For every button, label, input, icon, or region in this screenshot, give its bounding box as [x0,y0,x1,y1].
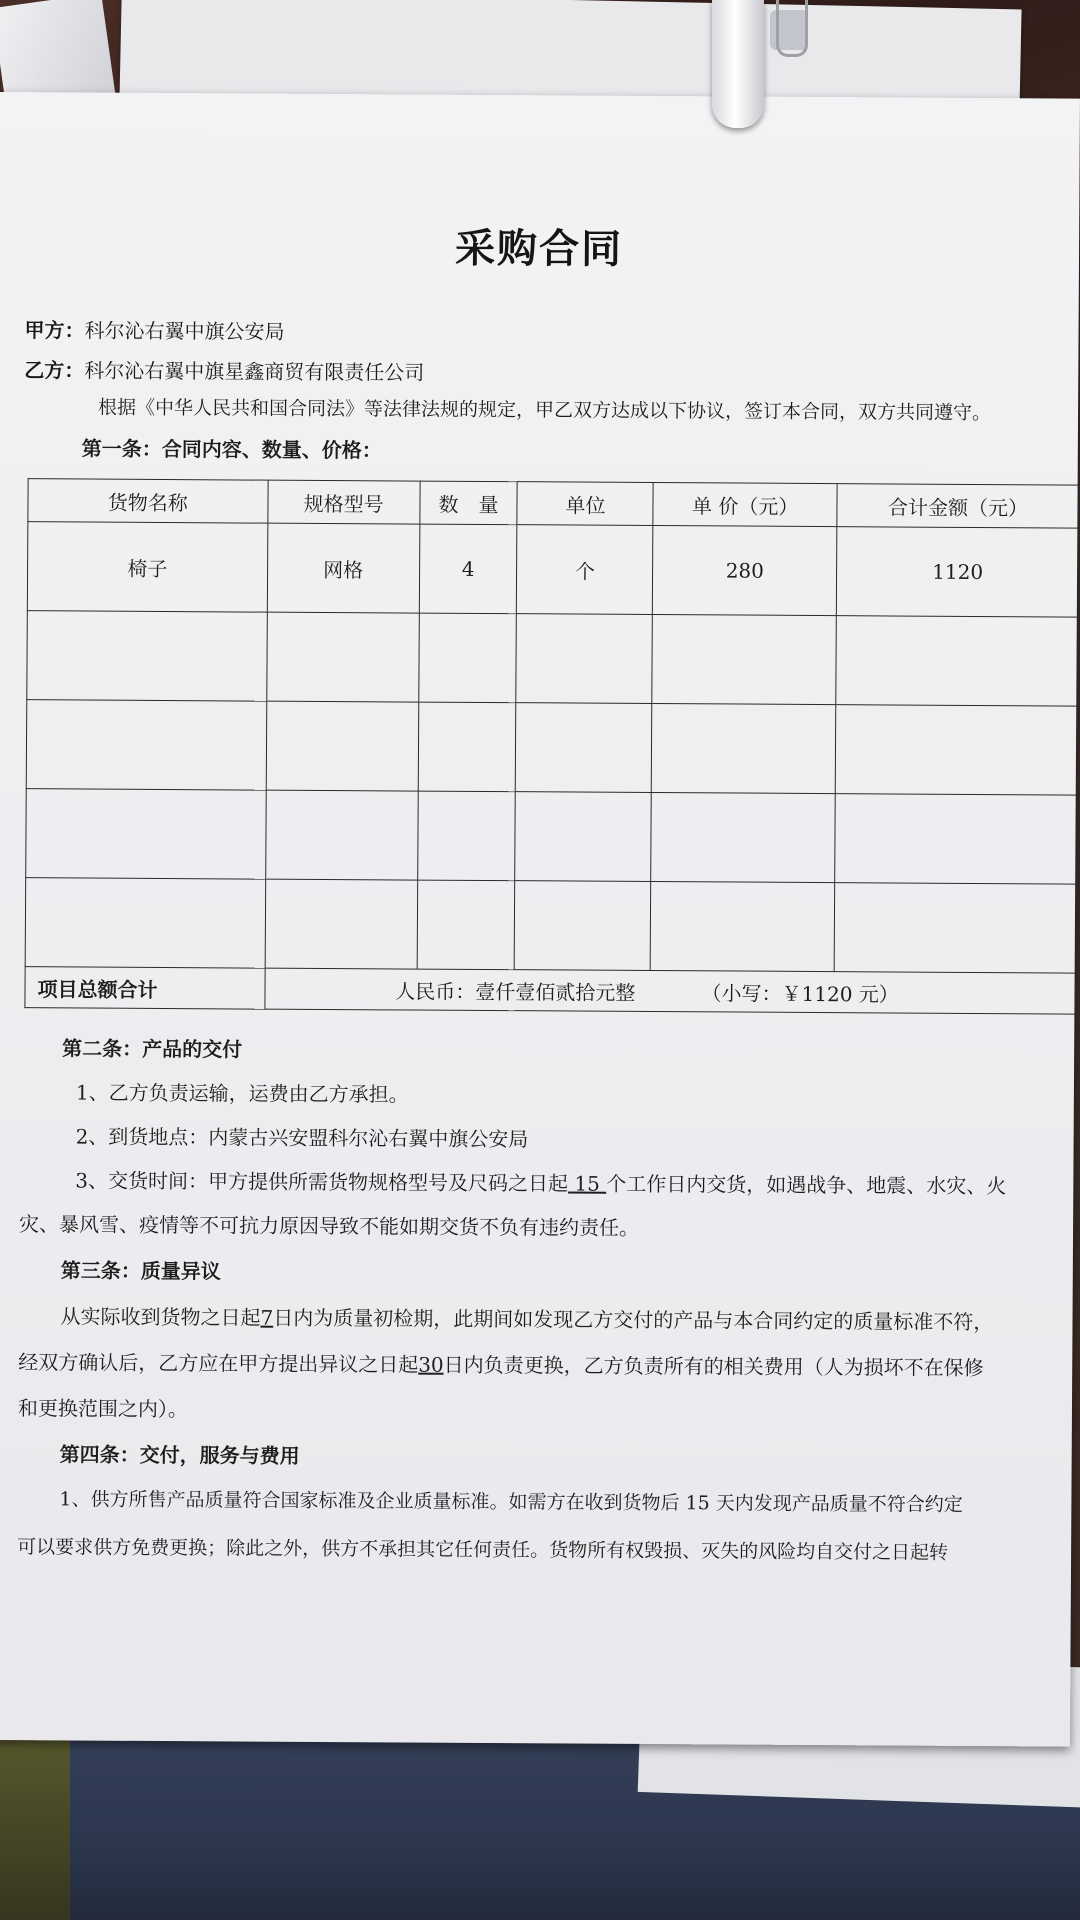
table-cell: 4 [419,524,517,614]
table-cell [27,611,267,701]
summary-rmb: 人民币：壹仟壹佰贰拾元整 [395,978,636,1005]
table-row [27,611,1079,706]
table-cell [650,881,834,971]
table-cell: 1120 [836,527,1078,617]
party-b-line [24,354,424,385]
summary-small: （小写：￥1120 元） [701,980,899,1007]
table-cell [418,702,516,792]
article2-item1: 1、乙方负责运输，运费由乙方承担。 [75,1080,409,1107]
table-row [27,522,1079,617]
article2-item3 [75,1164,1006,1199]
table-cell [25,878,265,968]
table-cell [516,703,652,793]
summary-label: 项目总额合计 [25,967,265,1009]
article3-para1 [60,1300,993,1335]
table-cell [835,794,1077,884]
table-cell [651,792,835,882]
binder-clip-icon [712,0,764,128]
table-cell: 椅子 [27,522,267,612]
table-row [26,700,1078,795]
contract-paper [0,92,1080,1747]
preamble: 根据《中华人民共和国合同法》等法律法规的规定，甲乙双方达成以下协议，签订本合同，双方共同遵守。 [98,396,992,425]
article3-para2 [18,1346,984,1381]
party-a-line [24,314,284,345]
summary-amount [265,968,1077,1014]
article2-title: 第二条：产品的交付 [62,1036,243,1062]
document-title: 采购合同 [454,224,624,273]
table-cell [267,612,419,702]
article3-title: 第三条：质量异议 [60,1258,221,1284]
header-unit-price: 单 价（元） [653,482,837,526]
article3-para1-part2: 日内为质量初检期，此期间如发现乙方交付的产品与本合同约定的质量标准不符， [273,1305,994,1335]
lower-left-object [0,1720,70,1920]
table-cell [835,705,1077,795]
goods-table [24,478,1079,1014]
party-b-name: 科尔沁右翼中旗星鑫商贸有限责任公司 [84,358,425,385]
table-cell [836,616,1078,706]
table-cell [652,703,836,793]
inspection-days: 7 [260,1305,274,1330]
table-cell [266,701,418,791]
table-cell [834,883,1076,973]
article3-para2-part2: 日内负责更换，乙方负责所有的相关费用（人为损坏不在保修 [443,1352,984,1381]
table-cell [26,789,266,879]
article2-item3-cont: 灾、暴风雪、疫情等不可抗力原因导致不能如期交货不负有违约责任。 [19,1212,640,1240]
table-cell [265,790,417,880]
table-row [25,878,1077,973]
table-summary-row [25,967,1076,1014]
article1-title: 第一条：合同内容、数量、价格： [81,436,382,463]
article4-title: 第四条：交付，服务与费用 [59,1442,300,1468]
article2-item3-part1: 3、交货时间：甲方提供所需货物规格型号及尺码之日起 [75,1168,569,1196]
table-cell: 280 [653,525,837,615]
table-cell [417,880,515,970]
clip-ring [776,0,808,57]
table-cell [265,879,417,969]
article4-para1: 1、供方所售产品质量符合国家标准及企业质量标准。如需方在收到货物后 15 天内发现产品质量不符合约定 [59,1488,963,1516]
table-cell [515,881,651,971]
article3-para3: 和更换范围之内）。 [17,1396,189,1422]
article4-para2: 可以要求供方免费更换；除此之外，供方不承担其它任何责任。货物所有权毁损、灭失的风险均自交付之日起转 [17,1536,949,1564]
article3-para1-part1: 从实际收到货物之日起 [60,1304,261,1330]
party-b-label: 乙方： [24,358,85,383]
article3-para2-part1: 经双方确认后，乙方应在甲方提出异议之日起 [18,1350,419,1377]
header-goods-name: 货物名称 [28,479,268,523]
table-cell: 网格 [267,523,419,613]
article2-item2: 2、到货地点：内蒙古兴安盟科尔沁右翼中旗公安局 [75,1124,529,1152]
party-a-label: 甲方： [24,318,85,343]
replacement-days: 30 [418,1352,444,1377]
table-cell: 个 [517,525,653,615]
header-unit: 单位 [517,482,653,526]
article2-item3-part2: 个工作日内交货，如遇战争、地震、水灾、火 [606,1171,1007,1199]
table-cell [516,614,652,704]
table-cell [418,613,516,703]
party-a-name: 科尔沁右翼中旗公安局 [84,318,285,344]
table-cell [26,700,266,790]
table-row [26,789,1078,884]
header-quantity: 数 量 [419,481,517,525]
table-cell [652,614,836,704]
header-spec-model: 规格型号 [268,480,420,524]
table-cell [515,792,651,882]
table-cell [417,791,515,881]
delivery-days: 15 [568,1171,607,1196]
table-header-row [28,479,1079,528]
header-total-amount: 合计金额（元） [837,484,1079,528]
